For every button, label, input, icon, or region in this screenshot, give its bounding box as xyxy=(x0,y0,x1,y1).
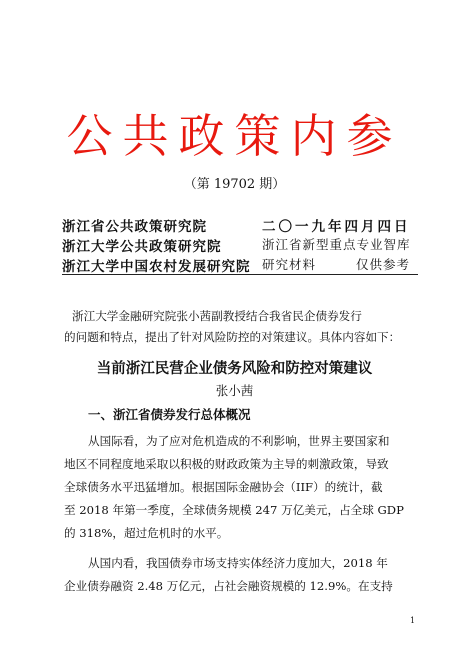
section-heading: 一、浙江省债券发行总体概况 xyxy=(88,407,251,422)
page-title: 公共政策内参 xyxy=(66,109,403,163)
org-name-1: 浙江省公共政策研究院 xyxy=(62,219,207,235)
page-number: 1 xyxy=(410,616,416,625)
body-text-line: 地区不同程度地采取以积极的财政政策为主导的刺激政策，导致 xyxy=(64,457,389,471)
article-author: 张小茜 xyxy=(215,383,254,398)
org-name-2: 浙江大学公共政策研究院 xyxy=(62,239,222,255)
reference-label: 仅供参考 xyxy=(356,257,411,272)
issue-number: （第 19702 期） xyxy=(183,177,286,192)
body-text-line: 从国际看，为了应对危机造成的不利影响，世界主要国家和 xyxy=(88,434,390,448)
publish-date: 二〇一九年四月四日 xyxy=(262,219,411,235)
header-divider xyxy=(62,274,418,275)
body-text-line: 从国内看，我国债券市场支持实体经济力度加大，2018 年 xyxy=(88,556,388,570)
body-text-line: 企业债券融资 2.48 万亿元，占社会融资规模的 12.9%。在支持 xyxy=(64,579,393,593)
org-name-3: 浙江大学中国农村发展研究院 xyxy=(62,259,251,275)
intro-line: 浙江大学金融研究院张小茜副教授结合我省民企债券发行 xyxy=(72,309,362,323)
material-label: 研究材料 xyxy=(262,257,317,272)
body-text-line: 至 2018 年第一季度，全球债务规模 247 万亿美元，占全球 GDP xyxy=(64,503,404,517)
body-text-line: 全球债务水平迅猛增加。根据国际金融协会（IIF）的统计，截 xyxy=(64,480,383,494)
think-tank-label: 浙江省新型重点专业智库 xyxy=(262,237,411,252)
body-text-line: 的 318%，超过危机时的水平。 xyxy=(64,526,229,540)
intro-line: 的问题和特点，提出了针对风险防控的对策建议。具体内容如下： xyxy=(64,330,401,344)
article-title: 当前浙江民营企业债务风险和防控对策建议 xyxy=(96,361,373,377)
